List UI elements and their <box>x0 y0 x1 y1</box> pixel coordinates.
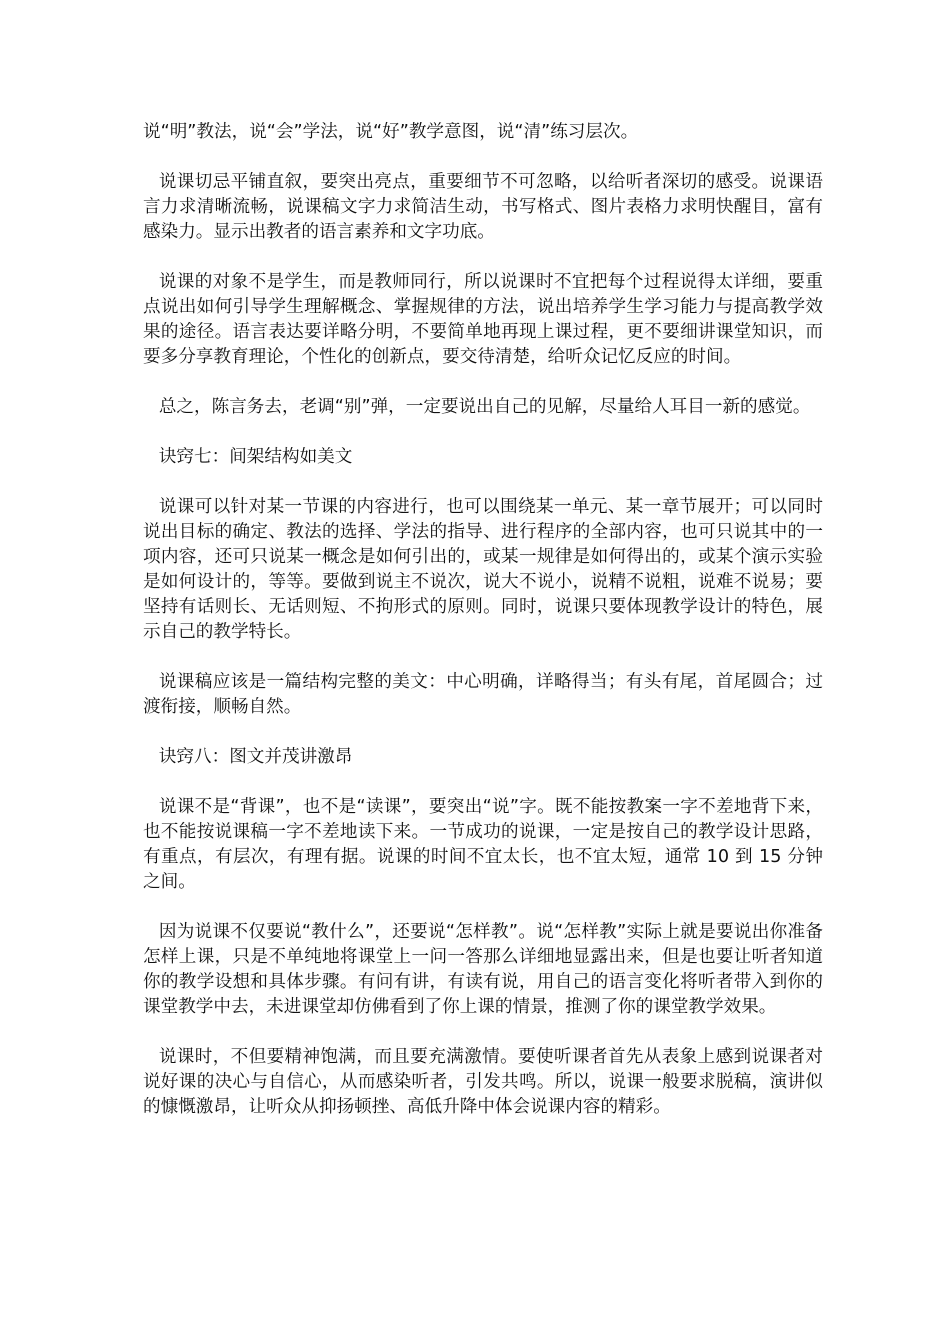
paragraph-2: 说课切忌平铺直叙，要突出亮点，重要细节不可忽略，以给听者深切的感受。说课语言力求清晰流畅，说课稿文字力求简洁生动，书写格式、图片表格力求明快醒目，富有感染力。显示出教者的语言素养和文字功底。 <box>143 172 823 242</box>
paragraph-4: 总之，陈言务去，老调“别”弹，一定要说出自己的见解，尽量给人耳目一新的感觉。 <box>158 397 811 417</box>
document-page <box>143 120 823 1145</box>
paragraph-9: 说课时，不但要精神饱满，而且要充满激情。要使听课者首先从表象上感到说课者对说好课的决心与自信心，从而感染听者，引发共鸣。所以，说课一般要求脱稿，演讲似的慷慨激昂，让听众从抑扬顿挫、高低升降中体会说课内容的精彩。 <box>143 1047 823 1117</box>
section-heading-7: 诀窍七：间架结构如美文 <box>158 447 353 467</box>
paragraph-1: 说“明”教法，说“会”学法，说“好”教学意图，说“清”练习层次。 <box>143 122 639 142</box>
paragraph-5: 说课可以针对某一节课的内容进行，也可以围绕某一单元、某一章节展开；可以同时说出目标的确定、教法的选择、学法的指导、进行程序的全部内容，也可只说其中的一项内容，还可只说某一概念是如何引出的，或某一规律是如何得出的，或某个演示实验是如何设计的，等等。要做到说主不说次，说大不说小，说精不说粗，说难不说易；要坚持有话则长、无话则短、不拘形式的原则。同时，说课只要体现教学设计的特色，展示自己的教学特长。 <box>143 497 823 642</box>
paragraph-7: 说课不是“背课”，也不是“读课”，要突出“说”字。既不能按教案一字不差地背下来，也不能按说课稿一字不差地读下来。一节成功的说课，一定是按自己的教学设计思路，有重点，有层次，有理有据。说课的时间不宜太长，也不宜太短，通常 10 到 15 分钟之间。 <box>143 797 823 892</box>
paragraph-6: 说课稿应该是一篇结构完整的美文：中心明确，详略得当；有头有尾，首尾圆合；过渡衔接，顺畅自然。 <box>143 672 823 717</box>
section-heading-8: 诀窍八：图文并茂讲激昂 <box>158 747 353 767</box>
paragraph-3: 说课的对象不是学生，而是教师同行，所以说课时不宜把每个过程说得太详细，要重点说出如何引导学生理解概念、掌握规律的方法，说出培养学生学习能力与提高教学效果的途径。语言表达要详略分明，不要简单地再现上课过程，更不要细讲课堂知识，而要多分享教育理论，个性化的创新点，要交待清楚，给听众记忆反应的时间。 <box>143 272 823 367</box>
paragraph-8: 因为说课不仅要说“教什么”，还要说“怎样教”。说“怎样教”实际上就是要说出你准备怎样上课，只是不单纯地将课堂上一问一答那么详细地显露出来，但是也要让听者知道你的教学设想和具体步骤。有问有讲，有读有说，用自己的语言变化将听者带入到你的课堂教学中去，未进课堂却仿佛看到了你上课的情景，推测了你的课堂教学效果。 <box>143 922 823 1017</box>
